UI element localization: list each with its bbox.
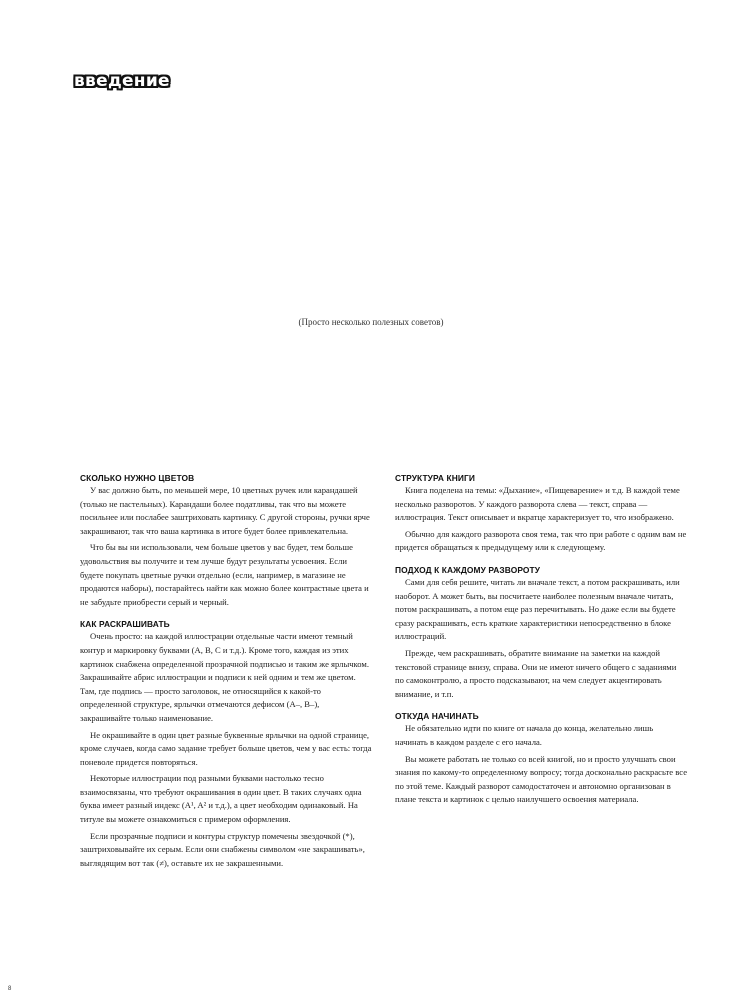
paragraph: Прежде, чем раскрашивать, обратите внимание на заметки на каждой текстовой странице внизу, справа. Они не имеют ничего общего с заданиями по самоконтролю, а просто подсказывают, на чем следует акцентировать внимание, и т.п. [395, 647, 677, 699]
paragraph: Вы можете работать не только со всей книгой, но и просто улучшать свои знания по какому-то определенному вопросу; тогда досконально раскрасьте все по этой теме. Каждый разворот самодостаточен и автономно организован в плане текста и картинок с целью наилучшего освоения материала. [395, 753, 688, 805]
paragraph: Не обязательно идти по книге от начала до конца, желательно лишь начинать в каждом разделе с его начала. [395, 723, 654, 747]
paragraph: Некоторые иллюстрации под разными буквами настолько тесно взаимосвязаны, что требуют окрашивания в один цвет. В таких случаях одна буква имеет разный индекс (A¹, A² и т.д.), а цвет необходим одинаковый. На титуле вы можете ознакомиться с примером оформления. [80, 773, 362, 825]
paragraph: Что бы вы ни использовали, чем больше цветов у вас будет, тем больше удовольствия вы получите и тем лучше будут результаты усвоения. Если будете покупать цветные ручки отдельно (если, например, в магазине не продаются наборы), постарайтесь найти как можно более контрастные цвета и не забудьте приобрести серый и черный. [80, 542, 369, 607]
page-number: 8 [8, 986, 12, 992]
section-book-structure [395, 472, 687, 555]
section-heading: СКОЛЬКО НУЖНО ЦВЕТОВ [80, 473, 195, 483]
paragraph: У вас должно быть, по меньшей мере, 10 цветных ручек или карандашей (только не пастельных). Карандаши более податливы, так что вы можете посильнее или послабее заштриховать картинку. С другой стороны, ручки ярче закрашивают, так что ваша картинка в итоге будет более привлекательна. [80, 485, 370, 536]
section-heading: ОТКУДА НАЧИНАТЬ [395, 711, 479, 722]
section-heading: ПОДХОД К КАЖДОМУ РАЗВОРОТУ [395, 564, 541, 575]
section-how-to-color [80, 618, 372, 870]
paragraph: Если прозрачные подписи и контуры структур помечены звездочкой (*), заштриховывайте их серым. Если они снабжены символом «не закрашивать», выглядящим вот так (≠), оставьте их не закрашенными. [80, 830, 365, 868]
section-heading: СТРУКТУРА КНИГИ [395, 473, 475, 483]
paragraph: Книга поделена на темы: «Дыхание», «Пищеварение» и т.д. В каждой теме несколько разворотов. У каждого разворота слева — текст, справа — иллюстрация. Текст описывает и вкратце характеризует то, что изображено. [395, 485, 680, 523]
right-column [395, 472, 687, 816]
page-title: введение [74, 71, 170, 91]
left-column [80, 472, 372, 879]
section-how-many-colors [80, 472, 372, 609]
paragraph: Сами для себя решите, читать ли вначале текст, а потом раскрашивать, или наоборот. А может быть, вы посчитаете наиболее полезным вначале читать, потом раскрашивать, а потом еще раз перечитывать. Но даже если вы будете сразу раскрашивать, есть краткие характеристики непосредственно в блоке иллюстраций. [395, 576, 680, 642]
section-spread-approach [395, 564, 687, 701]
paragraph: Не окрашивайте в один цвет разные буквенные ярлычки на одной странице, кроме случаев, когда само задание требует больше цветов, чем у вас есть: тогда поневоле придется повторяться. [80, 729, 372, 767]
page-subtitle: (Просто несколько полезных советов) [298, 317, 444, 327]
section-where-to-start [395, 710, 687, 807]
paragraph: Обычно для каждого разворота своя тема, так что при работе с одним вам не придется обращаться к предыдущему или к следующему. [395, 528, 687, 553]
paragraph: Очень просто: на каждой иллюстрации отдельные части имеют темный контур и маркировку буквами (A, B, C и т.д.). Кроме того, каждая из этих картинок снабжена определенной прозрачной подписью и таким же ярлычком. Закрашивайте абрис иллюстрации и подписи к ней одним и тем же цветом. Там, где подпись — просто заголовок, не относящийся к какой-то определенной структуре, ярлычки отмечаются дефисом (A–, B–), закрашивайте только наименование. [80, 631, 370, 723]
section-heading: КАК РАСКРАШИВАТЬ [80, 619, 170, 630]
page-title-block [74, 71, 170, 91]
